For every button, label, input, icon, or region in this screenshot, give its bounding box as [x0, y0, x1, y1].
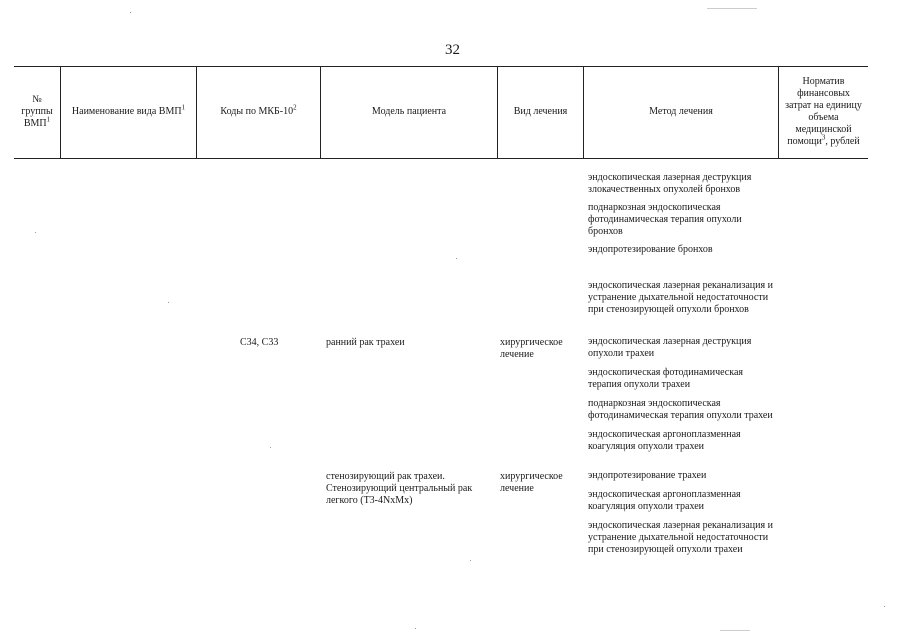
- table-header-bottom-border: [14, 158, 868, 159]
- header-patient-model: [321, 66, 497, 158]
- scan-speck: [130, 12, 131, 13]
- method-list-group2: [588, 470, 778, 556]
- footnote-mark: 1: [181, 103, 186, 112]
- scan-speck: [35, 232, 36, 233]
- scan-speck: [470, 560, 471, 561]
- footnote-mark: 1: [46, 115, 51, 124]
- scan-speck: [168, 302, 169, 303]
- method-item: эндоскопическая лазерная деструкция опухоли трахеи: [588, 336, 752, 359]
- header-cost-norm: [779, 66, 868, 158]
- scan-speck: [884, 606, 885, 607]
- method-item: поднаркозная эндоскопическая фотодинамическая терапия опухоли бронхов: [588, 202, 742, 237]
- header-text: Вид лечения: [513, 106, 568, 117]
- patient-model-cell: стенозирующий рак трахеи. Стенозирующий центральный рак легкого (T3-4NxMx): [326, 471, 473, 506]
- method-item: эндоскопическая фотодинамическая терапия опухоли трахеи: [588, 367, 743, 390]
- method-item: эндопротезирование трахеи: [588, 470, 707, 481]
- method-list-continued: [588, 172, 778, 256]
- header-group-number: [14, 66, 60, 158]
- header-text: Коды по МКБ-10: [220, 106, 294, 117]
- method-list-group1: [588, 336, 778, 453]
- method-item: эндопротезирование бронхов: [588, 244, 713, 255]
- header-text: Метод лечения: [649, 106, 713, 117]
- page-number: 32: [445, 42, 460, 58]
- header-icd-codes: [197, 66, 320, 158]
- method-item: эндоскопическая аргоноплазменная коагуляция опухоли трахеи: [588, 489, 741, 512]
- header-text: Наименование вида ВМП: [71, 106, 182, 117]
- footnote-mark: 2: [293, 103, 297, 112]
- header-treatment-type: [498, 66, 583, 158]
- icd-codes-cell: C34, C33: [240, 337, 279, 348]
- method-item: поднаркозная эндоскопическая фотодинамическая терапия опухоли трахеи: [588, 398, 773, 421]
- method-item: эндоскопическая аргоноплазменная коагуляция опухоли трахеи: [588, 429, 741, 452]
- header-text-suffix: , рублей: [825, 136, 860, 147]
- scan-speck: [415, 628, 416, 629]
- scan-speck: [720, 630, 750, 631]
- scan-speck: [456, 258, 457, 259]
- method-item: эндоскопическая лазерная реканализация и устранение дыхательной недостаточности при стенозирующей опухоли трахеи: [588, 520, 773, 555]
- header-text: Модель пациента: [371, 106, 447, 117]
- scan-speck: [270, 447, 271, 448]
- method-item: эндоскопическая лазерная реканализация и устранение дыхательной недостаточности при стенозирующей опухоли бронхов: [588, 280, 773, 315]
- header-text: № группы ВМП: [21, 94, 53, 129]
- header-treatment-method: [584, 66, 778, 158]
- footnote-mark: 3: [821, 133, 826, 142]
- patient-model-cell: ранний рак трахеи: [326, 337, 405, 348]
- method-item: эндоскопическая лазерная деструкция злокачественных опухолей бронхов: [588, 172, 752, 195]
- header-vmp-name: [61, 66, 196, 158]
- scan-speck: [707, 8, 757, 9]
- treatment-type-cell: хирургическое лечение: [500, 337, 563, 360]
- treatment-type-cell: хирургическое лечение: [500, 471, 563, 494]
- method-list-continued-2: [588, 280, 778, 316]
- header-text: Норматив финансовых затрат на единицу объема медицинской помощи: [785, 76, 862, 147]
